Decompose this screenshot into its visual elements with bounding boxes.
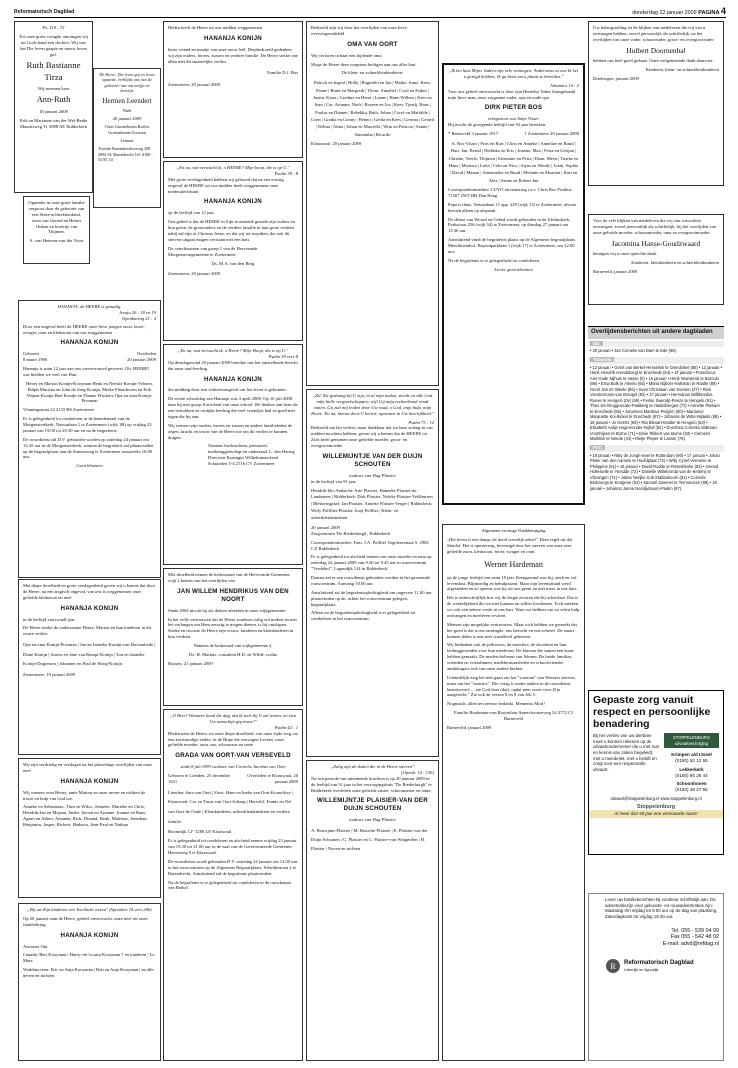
intro-text: Met diepe droefheid en grote verslagenheid geven wij u kennis dat door de Heere, na een tragisch ongeval, van ons is weggenomen onze geliefde kleinzoon en neef	[23, 583, 156, 600]
verse: „Zalig zijn de doden die in de Heere sterven"	[330, 764, 415, 769]
place-date: Driebergen, januari 2009	[593, 75, 639, 81]
body-text: betuigen wij u onze oprechte dank.	[593, 251, 658, 257]
intro-text: Heden heeft de Heere uit ons midden weggenomen	[168, 25, 263, 30]
source-name: PZC	[590, 445, 605, 450]
intro-text: Na een periode van afnemende krachten is op 20 januari 2009 in de leeftijd van 91 jaar in het verzorgingshuis "De Riederborgh" te Ridderkerk overleden onze geliefde zuster, schoonzuster en tante,	[311, 775, 432, 793]
source-items: • 18 januari • Ritty de Jongh-Seel te Rotterdam (90) • 17 januari • Johan Pieter van den Aarsele te Hoofdplaat (72) • Willy Cyriel Vermeire te Philippine (61) • 18 januari • David Rodde te Rosteklenke (83) • Gerard Hollestelle te Yersdde (72) • Danielle Willebrorda van de Kettenij te Vlissingen (71) • Jotina Nerijke Kok-Stabbekoorn (81) • Cornelis Brubruegs te Kortgene (63) • Samuël Zwemer te Ternneuzen (89) • 19 januari • Johanna Janna Noordjeboom-Paalm (87).	[590, 452, 720, 491]
signature: Familie D.J. Bos	[267, 70, 298, 76]
deceased-name: HANANJA KONIJN	[204, 198, 262, 206]
verse-ref: Psalm 42 : 1	[274, 724, 298, 730]
deceased-name: HANANJA KONIJN	[60, 777, 119, 785]
family-list: Anneke en Sebastiaan, Thea en Wilco, Jeanette, Marieke en Chris, Hendrik-Jan en Mirjam, Janke, Jeroen en Arianne, Joanne en Bans, Agnes en Albert, Amanda, Rick, Dinand, Henk, Matthias, Jonathan, Benjamin, Jasper, Rickert, Hadassa, Jean-Paul en Nathan	[23, 804, 148, 828]
verse: „En nu, wat verwacht ik, o HEERE? Mijn hoop, die is op U."	[176, 165, 290, 170]
deceased-name: GRADA VAN OORT-VAN VERSEVELD	[175, 752, 291, 760]
age-text: in de leeftijd van twaalf jaar.	[23, 616, 76, 622]
family-list: A. Bouwjans-Plaisier | M. Bouwhe-Plaisier | E. Plaisier-van der Duijn Schouten | G. Plaisier en C. Plaisier-van Wingerden | H. Plaisier | Neven en nichten	[311, 828, 428, 851]
ad-slogan: Al meer dan 50 jaar een vertrouwde naam!	[589, 810, 723, 818]
parents: Chris Groeneboom Roelos Groeneboom-Goossen	[104, 124, 150, 135]
source-tag	[588, 445, 724, 452]
child-name: Hermen Leendert	[102, 96, 152, 105]
deceased-name: HANANJA KONIJN	[60, 931, 119, 939]
deceased-name: OMA VAN OORT	[347, 40, 398, 48]
body-text: Het is onbeschrijflijk hoe wij de leegte ervaren die hij achterlaat. Dat is de werkelijkheid die we niet kunnen en willen loochenen. Toch merken we ook een zekere vrede in ons hart. Want we hebben van zo velen hulp ontvangen en meeleven ervaren.	[447, 595, 580, 618]
obituary-oma-van-oort	[306, 21, 439, 386]
body-text: Nogmaals, allen ten zeerste bedankt. Memento Mori!	[447, 701, 545, 707]
body-text: op de jonge leeftijd van ruim 18 jaar. Kerngezond was hij, sterk en vol levenslust. Blijmoedig en behulpzaam. Maar zijn levensdraad werd afgesneden en zo opeens was hij uit ons gezin en niet meer in ons huis.	[447, 574, 578, 592]
birth-announcement-hermen	[93, 68, 161, 208]
page-header	[14, 6, 726, 18]
deceased-name: Jacomina Hanse-Goudzwaard	[611, 238, 701, 248]
familieberichten-info	[588, 893, 724, 1061]
verse: „Zo! Zie gedaang bij U zijn, in al mijn noden, steeds en alle God mijn hulle vergezelschappen, wijl Gij mijn rechterhand vendt vatten. Gij zult mij leiden door Uw raad, o God, mijn hulp, mijn Heere. En na, hierna door U berovt, opnemen in Uw heerlijkheid."	[311, 393, 434, 416]
deceased-name: Hulbert Doornenbal	[626, 45, 686, 55]
address: Boomdijk 12° 3286 LE Klaaswaal	[168, 829, 232, 835]
verse: Ps. 119 : 72	[42, 25, 65, 30]
family-list: Canada: Bert Kooyman | Harry+en Louisa Kooyman † en kinderen | Le Mare	[23, 952, 155, 964]
source-tag	[588, 341, 724, 348]
page-info	[632, 6, 726, 18]
service-info: De rouwdienst wordt gehouden D.V. zaterdag 24 januari om 14.00 uur in het rouwcentrum op de Algemene Begraafplaats, Scheldestraat 2 te Barendrecht. Aansluitend zal de begrafenis plaatsvinden.	[168, 858, 298, 876]
ad-heading: Gepaste zorg vanuit respect en persoonlijke benadering	[593, 694, 711, 731]
sibling: Lennart	[120, 137, 134, 143]
deceased-name: Werner Hardeman	[484, 559, 543, 569]
publication-date: donderdag 22 januari 2009	[632, 10, 697, 16]
intro-text: Op 20 januari nam de Heere, geheel onverwacht, onze neef uit onze familiekring	[23, 915, 148, 927]
panel-title: Overlijdensberichten uit andere dagbladen	[588, 327, 724, 339]
parents: Erik en Marianne van der Wel-Bedie Mauritsweg 31 3988 AE Ridderkerk	[19, 118, 88, 130]
deceased-name: WILLEMIJNTJE PLAISIER-VAN DER DUIJN SCHOUTEN	[317, 797, 428, 813]
family-list: A. Bos-Visser | Frits en Burt | Chris en Anneke | Annelize en Ruud | Bart, Jan, Bernd | Nellinka en Eric | Joanne, Max | Petra en Gertjan | Christie, Veerle, Thijmen | Ernestine en Petra | Daan, Meva | Tineke en Hans | Miranca | Lotte | Cobi en Nico | Arjan en Wendy | Luuk, Sophie | David | Manon | Annemieke en Ruud | Melanie en Maarten | Kim en Alex | Sanne en Robert Jan	[448, 140, 579, 183]
deceased-name: WILLEMIJNTJE VAN DER DUIJN SCHOUTEN	[322, 452, 423, 468]
died-label: Overleden	[136, 351, 156, 357]
obituary-hananja-cousins	[18, 758, 161, 898]
source-tag	[588, 357, 724, 364]
condolence-info: Na de begrafenis is er gelegenheid tot condoleren.	[448, 257, 541, 263]
logo-text: Reformatorisch Dagblad	[624, 959, 694, 966]
family-list: Waddinxveen: Eric en Anja Kooyman | Bob en Anja Kooyman | en alle neven en nichten	[23, 967, 154, 979]
subtitle: De klein- en achterkleinkinderen:	[341, 70, 404, 76]
obituary-willemijntje-siblings	[306, 760, 439, 1061]
logo-icon	[605, 958, 621, 974]
body-text: Ons gebed is dat de HEERE in Zijn troostende genade zijn ouders en hun gezin, de grootouders en de verdere familie in hun grote verdriet nabij zal zijn in Christus Jezus, en dat wij tot roepdien, die ook dit sterven uitgaat mogen verstaan met een hart.	[168, 219, 295, 242]
subtitle: weduwe van Hug Plaisier	[348, 472, 397, 478]
rd-logo	[593, 958, 719, 974]
source-name: ND	[590, 341, 603, 346]
announcement-text: Opmerke in onze grote familie vergroot door de geboorte van een Stiste-achterkleinkind, zoon van Gerard en Hester Onkun en broertje van Thijmen.	[28, 200, 85, 235]
body-text: Wij bedanken ook de jaffrouws, de meesters, de docenten en hun leidinggevenden voor hun meeleven. De klassen die samen een kaart hebben gemaakt. De medescholieren van Werner. De beide families, vrienden en vriendinnen, medebestuursleden en schoolvriendte, ambtdragers ook van onze andere kerken.	[447, 642, 574, 671]
intro-text: Wij zijn verdrietig en verslagen na het plotselinge overlijden van onze neef	[23, 762, 152, 773]
correspondence-address: Correspondentieadres: CUVO uitvaartzorg t.a.v. Chris Bos Postbus 71507 2507 BH Den Haag	[448, 187, 572, 198]
intro-text: Op dinsdagavond 20 januari 2009 bereikte ons het ontstellende bericht dat onze oud-leerling	[168, 359, 298, 371]
heading: Algemene en enige Dankbetuiging	[481, 528, 546, 533]
signature: Kinderen, klein- en achterkleinkinderen	[645, 66, 719, 72]
body-text: Hananja is ruim 12 jaar aan ons toevertrouwd geweest. Oh, HEERE! wat hielden we veel van Han.	[23, 366, 150, 377]
email[interactable]: E-mail: advd@refdag.nl	[662, 941, 719, 948]
body-text: Namens de kerkeraad van wijkgemeente 2,	[193, 643, 273, 648]
signature: A. van Heteren-van der Voort	[29, 238, 84, 244]
place: Zorgcentrum 'De Riederborgh', Ridderkerk	[311, 530, 391, 536]
location: Krimpen a/d IJssel	[671, 751, 712, 757]
verse-ref: Johannes 14 : 2	[549, 82, 579, 88]
condolence-info: Er is gelegenheid tot afscheid nemen van onze moeder en oma op zaterdag 24 januari 2009 van 9.30 tot 9.45 uur in rouwcentrum "Vredehof", Lagendijk 114 in Ridderkerk.	[311, 554, 432, 572]
intro-text: Bedroefd om het verlies, maar dankbaar dat we haar zolang in ons midden mochten hebben, geven wij u kennis dat de HEERE tot Zich heeft genomen onze geliefde moeder, groot- en overgrootmoeder	[311, 425, 433, 448]
correspondence-address: Correspondentieadres: Fam. J.A. Polfliet Vogelzeestraat 5, 2982 CX Ridderkerk	[311, 539, 429, 551]
place-date: Barneveld, januari 2009	[593, 268, 638, 274]
signature: Kinderen, kleinkinderen en achterkleinkinderen	[631, 259, 719, 265]
family-list: Opa en oma Konijn-Prosman | Jan en Janneke Konijn-van Duivenbode | Dinie Konijn | Arnest en Jane van Rumpt-Konijn | Ton en Janneke Konijn-Dogterom | Johannes en Paul de Hoog-Konijn	[23, 642, 156, 667]
body-text: Wij wensen zijn ouders, broers en zussen en andere familieleden de zegen, kracht en troost van de Heere toe om dit verlies te kunnen dragen.	[168, 422, 293, 440]
ad-text: Bij het verlies van uw dierbare moet u kunnen rekenen op de uitvaartondernemer die u met rust en kennis van zaken begeleidt, met u meedenkt, met u bestilt en zorgt voor een respectvolle uitvaart.	[593, 733, 659, 772]
service-info: Daarna zal er een rouwdienst gehouden worden in het genoemde rouwcentrum. Aanvang 10.00 uur.	[311, 575, 431, 586]
location: Schoonhoven	[676, 781, 707, 787]
died-text: † Zoetermeer 20 januari 2009	[524, 131, 579, 137]
body-text: Hij mocht de gezegende leeftijd van 92 jaar bereiken.	[448, 122, 547, 128]
verse: HANANJA: de HEERE is genadig.	[57, 304, 122, 309]
deceased-name: DIRK PIETER BOS	[484, 104, 543, 112]
subtitle: sinds 8 juli 1993 weduwe van Cornelis Jacobus van Oort	[180, 764, 286, 770]
obituary-hananja-catechism	[163, 161, 303, 341]
obituary-hananja-parents	[18, 300, 161, 578]
address: Tweede Barendrechtseweg 308 2992 SL Barendrecht Tel. 0180 - 55 85 34	[98, 146, 153, 163]
place-date: Zoetermeer, 20 januari 2009	[168, 82, 221, 88]
subtitle: echtgenoot van Antje Visser	[488, 116, 539, 122]
phone: (0182) 38 27 55	[675, 787, 708, 793]
intro-text: Door een ongeval heeft de HEERE onze lieve jongste zoon, broer, zwager, oom en kleinzoon van ons weggenomen	[23, 323, 145, 335]
verse: „En nu, wat verwacht ik, o Heere? Mijn Hoop, die is op U."	[177, 348, 289, 353]
service-info: Aansluitend zal de begrafenisplechtigheid om ongeveer 11.00 uur plaatsvinden op de, achter het rouwcentrum gelegen, begraafplaats.	[311, 589, 432, 607]
body-text: In het volle vertrouwen dat de Heere zondares zalig wil maken en met het verlangen om Hem eeuwig te mogen dienen, is hij ontslapen. Sterke en troostte de Heere zijn vrouw, kinderen en kleinkinderen in hun verdriet.	[168, 616, 297, 640]
call-name: Niek	[122, 108, 132, 114]
life-dates	[168, 773, 298, 785]
age-text: in de leeftijd van 91 jaar.	[311, 478, 357, 484]
thanks-werner-hardeman	[442, 524, 585, 1061]
page-number: 4	[720, 6, 726, 16]
born-text: * Barneveld 3 januari 1917	[448, 131, 499, 137]
burial-info: Aansluitend vindt de begrafenis plaats op de Algemene begraafplaats Meerhloemhof, Buytenparklaan 1 (wijk 17) te Zoetermeer, om 12.00 uur.	[448, 237, 576, 254]
body-text: die midding door een verkeersongeval om het leven is gekomen.	[168, 387, 287, 393]
newspaper-name: Reformatorisch Dagblad	[14, 9, 75, 15]
call-name: Ann-Ruth	[36, 94, 71, 104]
location: Lekkerkerk	[679, 766, 704, 772]
obituary-van-den-noort	[163, 568, 303, 706]
signature: Ds. M.A. van den Berg	[211, 261, 255, 267]
logo-subtext: Letterlijk en figuurlijk	[624, 967, 659, 972]
place-date: Barneveld, januari 2009	[447, 724, 492, 730]
family-list: Hendrik-Ido-Ambacht: Arie Plaisier, Hanneke Plaisier-de Landmeter | Ridderkerk: Dirk Plaisier, Neleke Plaisier-Veldhuizen | Bleskensgraaf: Jan Plaisier, Anneke Plaisier-Verger | Ridderkerk: Willy Pollfliet-Plaisier, Joop Polfliet | Klein- en achterkleinkinderen	[311, 487, 433, 521]
place-date: Zoetermeer, 19 januari 2009	[23, 672, 76, 678]
thanks-hanse-goudzwaard	[588, 214, 724, 305]
body-text: Voor de vele blijken van medeleven die wij van u mochten ontvangen, zowel persoonlijk als schriftelijk, bij het overlijden van onze geliefde moeder, schoonmoeder, oma en overgrootmoeder	[593, 218, 716, 235]
body-text: hebben ons heel goed gedaan. Onze welgemeende dank daarvoor.	[593, 58, 714, 64]
date: 20 januari 2009	[311, 524, 340, 530]
verse-ref: (Openb. 14 : 13b)	[401, 769, 434, 775]
service-info: De dienst van Woord en Gebed wordt gehouden in de Ichthuskerk, Parkstraat 256 (wijk 34) te Zoetermeer, op dinsdag 27 januari om 13.30 uur.	[448, 216, 571, 234]
obituary-willemijntje-children	[306, 389, 439, 757]
deceased-name: HANANJA KONIJN	[204, 34, 262, 42]
info-text: Lever uw familieberichten bij voorkeur schriftelijk aan. De advertentiezijn voor geboorte- en rouwadvertenties zijn: Maandag t/m vrijdag tot 9.00 uur op de dag van plaatsing, Zaterdagkrant tot vrijdag 18.30 uur.	[605, 897, 718, 919]
flowers-note: Liever geen bloemen	[494, 266, 533, 272]
birth-announcement-grandparent	[23, 196, 90, 264]
family-list: Henry en Marion Konijn-Kooyman Henk en Neeske Konijn-Veltzen, Ralph Mariska en John de Jong-Konijn, Mieke Fhondecren en Erik Velpen-Konijn Bert Konijn en Dianne Wuckers Opa en oma Konijn-Prosman	[26, 380, 153, 404]
born-label: Geboren	[23, 351, 39, 357]
intro-text: Met droefheid nemen de kerkenraad van de Hervormde Gemeente wijk 2 kennis van het overlijden van	[168, 572, 290, 583]
intro-text: Met grote verslagenheid hebben wij gehoord dat na een ernstig ongeval de HEERE uit ons midden heeft weggenomen onze medecatechisant	[168, 176, 284, 194]
body-text: De eerste schooldag van Hananja was 3 april 2000. Op 16 juli 2008 nam hij met groep 8 afscheid van onze school. We denken aan hem als een betrokken en vrolijke leerling die veel vriendjes had en goed met tegen die hij aan.	[168, 396, 298, 419]
obituary-hananja-bos	[163, 21, 303, 158]
intro-text: „Het leven is een damp; de dood vreselijk zeker!" Deze regel uit dat Sluidoi. Het is opmierwig, bevestigd door het sterven van onze zeer geliefde zoon, kleinzoon, broer, zwager en oom	[447, 536, 573, 554]
overlijdensberichten-panel	[588, 326, 724, 686]
life-dates-values	[23, 357, 156, 363]
born-date: 8 maart 1996	[23, 357, 48, 363]
body-text: Uw belangstelling en de blijken van medeleven die wij van u ontvangen hebben, zowel persoonlijk als schriftelijk, na het overlijden van onze vader, schoonvader, groot- en overgrootvader	[593, 25, 714, 42]
brand-logo: STOPPELENBURG uitvaartverzorging	[664, 733, 719, 748]
signature: Familie Hardeman-van Rootselaar Amersfoortseweg 54 3772 CJ Barneveld	[454, 710, 573, 722]
verse-ref: Psalm 73 : 12	[408, 419, 434, 425]
place-date: Klaaswaal, 20 januari 2009	[311, 141, 362, 147]
address: Vlamingstraat 22 2133 BS Zoetermeer	[23, 407, 95, 413]
died-text: Overleden te Klaaswaal, 20 januari 2009	[247, 773, 298, 784]
ad-contact	[661, 733, 719, 793]
source-items: • 20 januari • Jan Cornelis van Dam te Ede (88).	[590, 348, 678, 354]
source-name: Tubantia	[590, 357, 614, 362]
note: Wij noemen haar	[37, 85, 70, 91]
birth-date: 20 januari 2009	[112, 116, 142, 122]
advertisement-stoppelenburg	[588, 690, 724, 855]
obituary-hananja-school	[163, 344, 303, 565]
source-items: • 12 januari • Gerrit van Berkel-Hesselink te Overdinkel (85) • 13 januari • Henk Hendrik Arendsborgt te Enschede (64) • 14 januari • Franciscus Arie Oude Nijhuis te Vasse (0) • 16 januari • Henk Wuestenb te Borculo (86) • Erna Bolk te Almelo (66) • Maria Nijboer-Halsman te Raalte (89) • Gerrit Jan ter Weele (86) • Sven Christiaan van Koenen (27) • Riek Vierstermans-van Breugel (82) • 17 januari • Hermanus Willibrordus Roeve te Hengelo (0v) (69) • Femie Swendp-Peeze te Hengelo (91) • Theo ten Brugguecate-Paalberg te Haaksbergen (72) • Annette Plaswer te Enschede (65) • Johannes Martinus Peigrim (80) • Marianne Marquette Koi-Bickel te Enschede (87) • Johanna de Witte-Nijlaids (88) • 18 januari • Jo Geerts (68) • Ria Bleuart-Mulder te Hengelo (53) • Elisabeth Aalije Hogervonder-Nijhof (92) • Dorothea Cornelia Valkman-Voorthijsen te Borne (71) • Dinie Rikkert van Borne (83) • Clemens Marklink te Neede (44) • Rietje Pleper te Lasser (76).	[590, 364, 723, 442]
brand-name: Stoppelenburg	[636, 803, 676, 810]
fax: Fax 055 - 542 48 02	[670, 934, 719, 941]
verse-ref: Jesaja 20 : 18 en 19	[118, 309, 156, 315]
obituary-hananja-grandparents	[18, 579, 161, 755]
place-date: Zoetermeer, 20 januari 2009	[168, 271, 221, 277]
condolence-info: Na de begrafenis is er gelegenheid tot condoleren in de rouwkamer van Bethel.	[168, 879, 292, 891]
body-text: Wij verloren in haar een bijdende oma.	[311, 52, 383, 58]
birth-date: 18 januari 2009	[39, 108, 68, 114]
svg-text:R: R	[610, 962, 616, 972]
phone: (0180) 52 12 55	[675, 757, 708, 763]
obituary-dirk-pieter-bos	[442, 63, 585, 505]
obituary-grada-van-oort	[163, 709, 303, 1061]
age-text: op de leeftijd van 12 jaar.	[168, 210, 215, 216]
verse-ref: Psalm 39 vers 8	[268, 353, 298, 359]
signature: Namens leerkrachten, personeel, medezeggenschap-en ouderraad, L. den Hartog Directeur Koningin Wilhelminaschool Schuttelen 5-4 2716 CV Zoetermeer	[208, 443, 295, 467]
condolence-info: Er is gelegenheid tot condoleren in de benedenzaal van de Morgenstertkerk, Nassaulaan 1 te Zoetermeer (wijk 1B) op vrijdag 23 januari van 19.00 tot 20.30 uur en na de begrafenis.	[23, 416, 152, 433]
intro-text: Heden nam de Heere, tot onze diepe droefheid, van onze zijde weg, na een kortstondige ziekte, in de Hope die eeuwigen Levens, onze geliefde moeder, oma, zus, schoonzus en tante	[168, 730, 298, 748]
source-list	[588, 341, 724, 493]
phone: (0180) 66 28 44	[675, 772, 708, 778]
condolence-info: Alleen na de begrafenisplechtigheid is er gelegenheid tot condoleren in het rouwcentrum.	[311, 610, 416, 622]
condolence-info: Er is gelegenheid tot condoleren en afscheid nemen vrijdag 23 januari van 19.30 tot 21.00 uur in de zaal van de Gereformeerde Gemeente, Havenweg 9 te Klaaswaal.	[168, 838, 297, 855]
intro-text: Voor ons geheel onverwacht is door zijn Hemelse Vader thuisgehaald mijn lieve man, onze zorgzame vader, opa en oude opa	[448, 88, 576, 100]
flowers-note: Geen bloemen	[76, 463, 103, 469]
announcement-text: Tot onze grote vreugde ontvingen wij uit Gods hand een dochter. Wij was het Die leven gaapte en nieuw leven gaf.	[19, 33, 88, 57]
family-list: Lienden: Sara van Oort | Zeist: Hans en Ineke van Oort-Kornelisse | Klaaswaal: Cor en Truus van Oort-Schaap | Herveld: Teunis en Nel van Oort-de Oude | Kleinkinderen, achterkleinkinderen en verdere familie	[168, 789, 293, 824]
verse-ref: Psalm 39 : 8	[274, 170, 298, 176]
verse: „Bij uw Zijn kinderen een Toevlucht wezen" (Spreuken 14 vers 26b)	[27, 907, 152, 912]
deceased-name: HANANJA KONIJN	[60, 339, 119, 347]
place-date: Rijssen, 21 januari 2009	[168, 660, 213, 666]
body-text: Sinds 2004 mocht hij als diaken arbeiden in onze wijkgemeente.	[168, 607, 287, 613]
phone: Tel. 055 - 539 04 99	[671, 927, 719, 934]
body-text: Wij wensen oom Henry, tante Marion en onze neven en nichten de troost en hulp van God toe.	[23, 789, 146, 801]
family-list: Patrick en Ingrid | Holly | Ragnhild en Jan | Maike, Anne, Kees, Fenne | Brain en Margreth | Thom, Annabel | Cyril en Esther | Justin, Kiara | Gerdine en Henri | Lanne | Hans-Willem | Kees en Joan | Cor, Arianne, Niels | Roseen en Jos | Kees, Tjeadj, Hans | Paulus en Dianne | Rebekka, Ruth, Johan | Corré en Mathilde | Coen | Gradia en Conny | Henno | Gerda en Kees | Gertina | Gerard | Wilma | Alma | Johan en Marcella | Wim en Patricia | Sanne | Samantha | Ricardo	[311, 80, 434, 137]
thanks-doornenbal	[588, 21, 724, 186]
born-text: Geboren te Lienden, 25 december 1921	[168, 773, 231, 784]
intro-text: Bedroefd zijn wij door het overlijden van onze lieve oververgemiddeld	[311, 25, 407, 36]
verse: „Ik het huis Mijns Vaders zijn vele woningen; Anderszins zo zou Ik het u gezegd hebben; Ik ga heen om u plaats te bereiden."	[448, 68, 579, 79]
body-text: Uiteindelijk mag het niet gaan om het "waarom" van Werners sterven, maar om het "waartoe". Die vraag is onder andere in de rouwdienst beantwoord: ... zie God doet (dat), opdat men vreze voor Zijn aangezicht." Zie ook de verzen 8 en 9 van Job 5.	[447, 674, 576, 698]
subtitle: weduwe van Hug Plaisier	[348, 817, 397, 823]
child-name: Ruth Bastianne Tirza	[26, 60, 81, 82]
ad-email[interactable]: uitvaart@stoppelenburg.nl www.stoppelenburg.nl	[610, 796, 702, 802]
service-info: De rouwdienst zal D.V. gehouden worden op zaterdag 24 januari om 13.45 uur in de Morgensterkerk, waarna de begrafenis zal plaatsvinden op de begraafplaats aan de Simnesweg te Zoetermeer omstreeks 16.00 uur.	[23, 436, 154, 460]
deceased-name: HANANJA KONIJN	[60, 604, 119, 612]
verse-ref: Openbaring 21 : 4	[121, 315, 156, 321]
verse: „O Heer! Wanneer komt die dag, dat ik toch bij U zal wezen, en zien Uw aanschijn gepresen?"	[169, 713, 297, 724]
family-location: Ancaster Ont.	[23, 943, 49, 949]
body-text: De Heere sterke de ondersteune Henry, Marion en hun kinderen in dit zware verlies.	[23, 625, 152, 637]
announcement-text: De Heere, Die leven gaf en leven spaarde, verblijde ons met de geboorte van ons neefje en broertje	[99, 72, 155, 94]
body-text: Mensen zijn mogelijke vertroosters. Maar toch hebben we gemerkt dat het goed is dat u ons omringde, ons bezocht en ons schreef. De smart kunnen delen is een zeer waardevol gebeuren.	[447, 621, 577, 639]
life-dates	[448, 131, 579, 137]
signature: Ds. H. Markus, consulent H.D. de Wilde, scriba	[189, 651, 277, 657]
body-text: Papa is thuis, Nassaulaan 11 app. 229 (wijk 13) te Zoetermeer, alwaar bezoek alleen op afspraak.	[448, 201, 577, 213]
deceased-name: JAN WILLEM HENDRIKUS VAN DEN NOORT	[177, 587, 289, 603]
body-text: Moge de Heere deze roepstem heiligen aan ons aller hart.	[311, 61, 417, 67]
body-text: beste vriend en maatje van onze zoon Joël. Diepbedroefd gedenken wij zijn ouders, broers, zussen en verdere familie. De Heere sterke one allen met dit smartelijke verlies.	[168, 46, 298, 64]
page-label: PAGINA	[698, 10, 720, 16]
died-date: 20 januari 2009	[127, 357, 156, 363]
deceased-name: HANANJA KONIJN	[204, 375, 262, 383]
obituary-hananja-canada	[18, 903, 161, 1061]
birth-announcement-ruth	[14, 21, 93, 193]
body-text: De catechisanten van groep 1 van de Hervormde Morgensterngemeente te Zoetermeer.	[168, 245, 258, 257]
